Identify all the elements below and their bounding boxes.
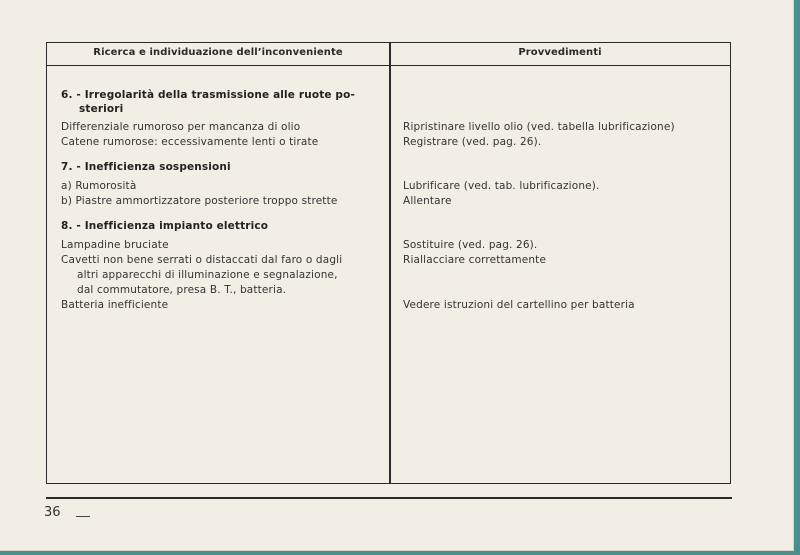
column-divider (389, 43, 391, 483)
header-remedies: Provvedimenti (518, 47, 602, 58)
section-6-issue-1: Differenziale rumoroso per mancanza di olio (61, 121, 301, 133)
section-7-issue-1: a) Rumorosità (61, 180, 137, 192)
section-7-issue-2: b) Piastre ammortizzatore posteriore troppo strette (61, 195, 338, 207)
section-6-title-cont: steriori (79, 103, 124, 115)
section-7-remedy-1: Lubrificare (ved. tab. lubrificazione). (403, 180, 600, 192)
section-6-remedy-1: Ripristinare livello olio (ved. tabella lubrificazione) (403, 121, 675, 133)
table-header (47, 43, 730, 66)
troubleshooting-table (46, 42, 731, 484)
section-6-remedy-2: Registrare (ved. pag. 26). (403, 136, 542, 148)
page-number-dash (76, 516, 90, 517)
footer-rule (46, 497, 732, 499)
section-8-issue-2-cont: altri apparecchi di illuminazione e segnalazione, (77, 269, 338, 281)
section-8-remedy-3: Vedere istruzioni del cartellino per batteria (403, 299, 635, 311)
section-8-issue-3: Batteria inefficiente (61, 299, 169, 311)
section-6-title: 6. - Irregolarità della trasmissione alle ruote po- (61, 89, 355, 101)
section-8-remedy-1: Sostituire (ved. pag. 26). (403, 239, 538, 251)
section-8-issue-1: Lampadine bruciate (61, 239, 169, 251)
section-8-remedy-2: Riallacciare correttamente (403, 254, 547, 266)
section-8-title: 8. - Inefficienza impianto elettrico (61, 220, 269, 232)
section-7-remedy-2: Allentare (403, 195, 452, 207)
section-7-title: 7. - Inefficienza sospensioni (61, 161, 231, 173)
section-8-issue-2-cont2: dal commutatore, presa B. T., batteria. (77, 284, 287, 296)
section-8-issue-2: Cavetti non bene serrati o distaccati dal faro o dagli (61, 254, 343, 266)
header-diagnosis: Ricerca e individuazione dell’inconveniente (93, 47, 343, 58)
section-6-issue-2: Catene rumorose: eccessivamente lenti o tirate (61, 136, 319, 148)
page-number: 36 (44, 505, 61, 520)
